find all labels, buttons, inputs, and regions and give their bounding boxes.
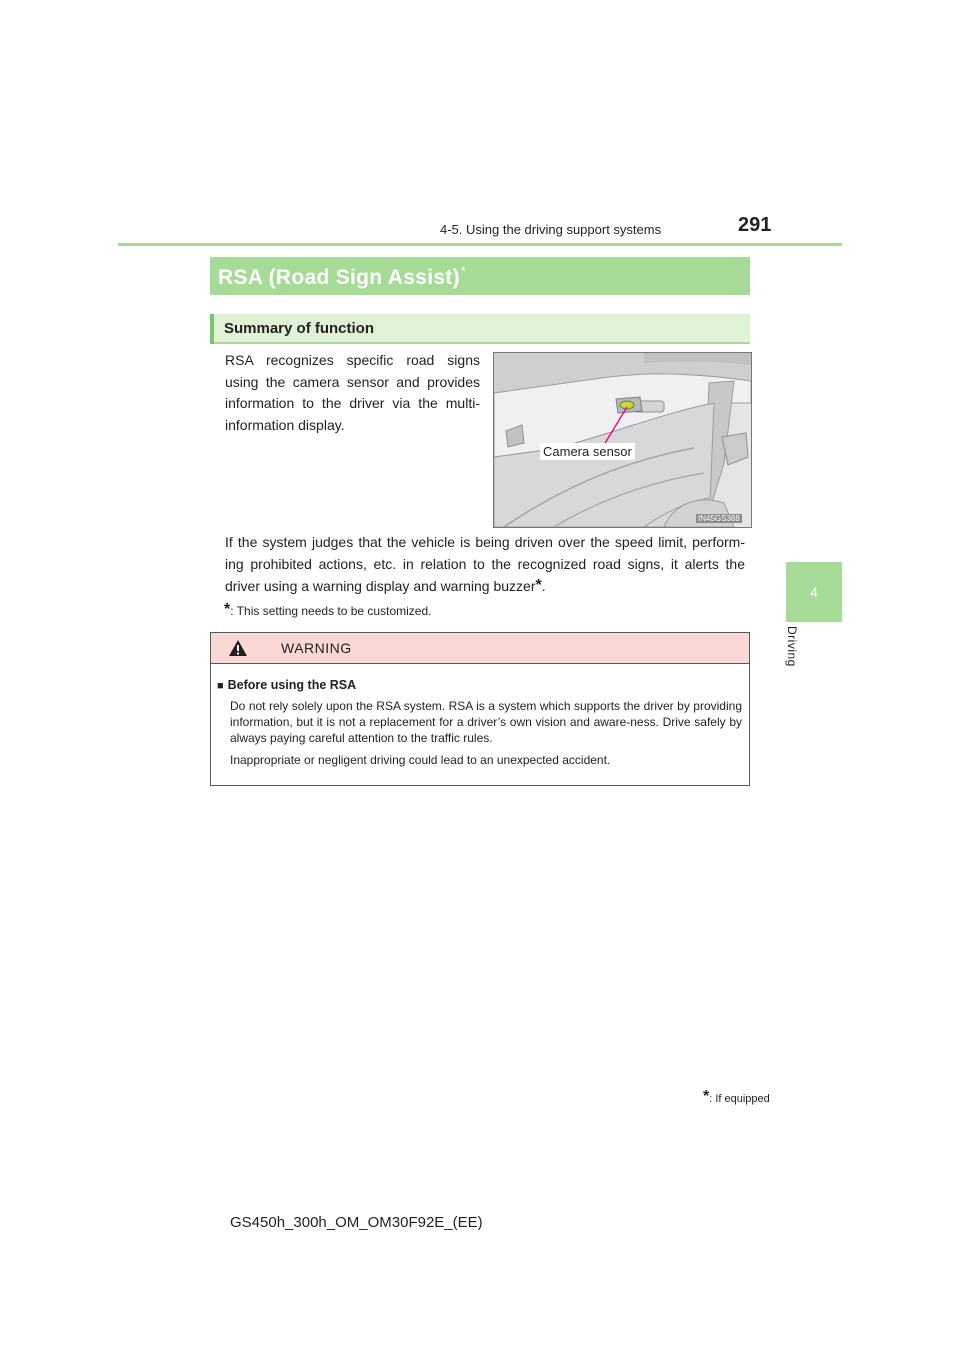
intro-paragraph: RSA recognizes specific road signs using the camera sensor and provides information to the driver via the multi-information display. xyxy=(225,352,480,433)
camera-sensor-callout: Camera sensor xyxy=(540,443,635,460)
warning-triangle-icon xyxy=(228,639,248,657)
page-heading-text: RSA (Road Sign Assist) xyxy=(218,266,460,289)
if-equipped-mark: * xyxy=(703,1088,710,1105)
warning-subheading xyxy=(217,678,356,692)
if-equipped-text: : If equipped xyxy=(709,1093,770,1105)
if-equipped-note xyxy=(703,1088,770,1106)
footnote-text: : This setting needs to be customized. xyxy=(230,604,432,618)
summary-heading: Summary of function xyxy=(224,320,375,337)
page-number: 291 xyxy=(738,214,772,236)
warning-subheading-text: Before using the RSA xyxy=(227,678,357,692)
title-bar xyxy=(210,257,750,295)
body-paragraph xyxy=(225,531,745,597)
equipped-mark: * xyxy=(460,264,466,278)
manual-code: GS450h_300h_OM_OM30F92E_(EE) xyxy=(230,1214,483,1231)
body-end: . xyxy=(541,578,546,594)
warning-paragraph-2: Inappropriate or negligent driving could lead to an unexpected accident. xyxy=(230,753,611,767)
body-text: If the system judges that the vehicle is being driven over the speed limit, perform-ing prohibited actions, etc. in relation to the recognized road signs, it alerts the driver using a warning display and warning buzzer xyxy=(225,534,745,594)
summary-accent xyxy=(210,314,214,344)
chapter-label-text: Driving xyxy=(785,626,799,667)
customize-footnote xyxy=(224,601,431,619)
summary-bar xyxy=(210,314,750,344)
chapter-label xyxy=(783,626,803,686)
camera-sensor-illustration xyxy=(493,352,752,528)
warning-title: WARNING xyxy=(281,640,352,656)
car-interior-drawing xyxy=(494,353,751,527)
warning-paragraph-1: Do not rely solely upon the RSA system. RSA is a system which supports the driver by providing information, but it is not a replacement for a driver’s own vision and aware-ness. Drive safely by always paying careful attention to the traffic rules. xyxy=(230,699,742,745)
chapter-number: 4 xyxy=(810,584,818,600)
square-bullet-icon: ■ xyxy=(217,680,224,692)
section-title: 4-5. Using the driving support systems xyxy=(440,222,662,237)
footnote-mark: * xyxy=(224,601,231,618)
customize-mark: * xyxy=(535,577,542,594)
chapter-tab[interactable] xyxy=(786,562,842,622)
image-code: IN45GS388 xyxy=(698,514,740,523)
warning-box xyxy=(210,632,750,786)
header-rule xyxy=(118,243,842,246)
page-heading xyxy=(218,264,466,290)
warning-header xyxy=(211,633,749,664)
